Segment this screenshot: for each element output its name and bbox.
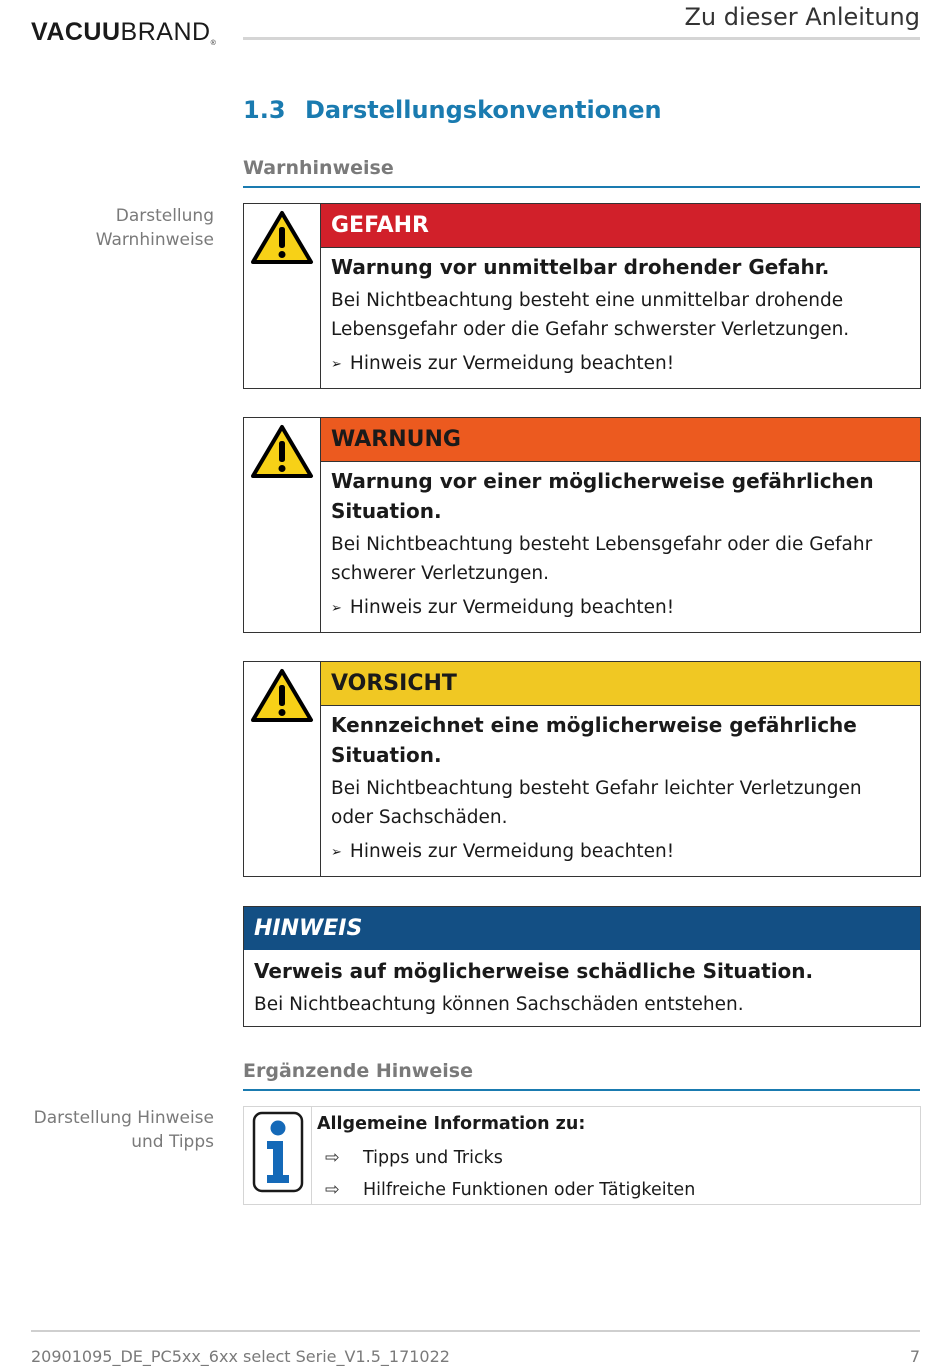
warning-triangle-icon [250,668,314,724]
tips-heading-rule [243,1089,920,1091]
page-number: 7 [909,1347,920,1366]
warning-content [321,418,920,632]
margin-note-line: Warnhinweise [95,230,214,250]
arrow-right-icon: ⇨ [325,1148,340,1168]
chevron-right-icon: ➢ [331,357,342,372]
list-item [317,1142,915,1174]
signal-word-notice: HINWEIS [244,907,920,950]
warning-triangle-icon [250,210,314,266]
warning-body [321,706,920,871]
section-title [243,96,662,124]
info-icon-cell [244,1107,312,1204]
warning-icon-cell [244,662,321,876]
header-divider [243,37,920,40]
warning-action-text: Hinweis zur Vermeidung beachten! [349,841,675,862]
notice-box [243,906,921,1027]
warning-action-text: Hinweis zur Vermeidung beachten! [349,353,675,374]
warning-box-warning [243,417,921,633]
notice-text: Bei Nichtbeachtung können Sachschäden entstehen. [254,994,744,1015]
logo-registered-mark: ® [210,40,217,47]
warning-text: Bei Nichtbeachtung besteht Gefahr leichter Verletzungen oder Sachschäden. [331,778,862,828]
list-item-text: Hilfreiche Funktionen oder Tätigkeiten [363,1180,696,1200]
logo-regular-text: BRAND [120,18,211,46]
warnings-heading-rule [243,186,920,188]
warning-subtitle: Warnung vor einer möglicherweise gefährlichen Situation. [331,469,874,523]
info-box [243,1106,921,1205]
footer-divider [31,1330,920,1332]
list-item-text: Tipps und Tricks [363,1148,503,1168]
warning-subtitle: Kennzeichnet eine möglicherweise gefährliche Situation. [331,713,857,767]
signal-word-warning: WARNUNG [321,418,920,462]
list-item [317,1174,915,1206]
margin-note-warnings [4,204,214,252]
section-number: 1.3 [243,96,286,124]
info-content [312,1107,920,1204]
warning-action [331,593,908,623]
info-icon [252,1111,304,1193]
margin-note-line: Darstellung [115,206,214,226]
tips-heading: Ergänzende Hinweise [243,1060,473,1082]
chapter-header-title: Zu dieser Anleitung [684,3,920,31]
section-title-text: Darstellungskonventionen [305,96,662,124]
warning-content [321,662,920,876]
info-title: Allgemeine Information zu: [317,1114,586,1134]
warning-action [331,837,908,867]
signal-word-danger: GEFAHR [321,204,920,248]
margin-note-tips [4,1106,214,1154]
warning-icon-cell [244,204,321,388]
warning-body [321,462,920,627]
signal-word-caution: VORSICHT [321,662,920,706]
warning-action [331,349,908,379]
notice-body [244,950,920,1026]
arrow-right-icon: ⇨ [325,1180,340,1200]
document-id: 20901095_DE_PC5xx_6xx select Serie_V1.5_171022 [31,1347,450,1366]
warning-action-text: Hinweis zur Vermeidung beachten! [349,597,675,618]
chevron-right-icon: ➢ [331,601,342,616]
warning-content [321,204,920,388]
logo-bold-text: VACUU [31,18,121,46]
notice-subtitle: Verweis auf möglicherweise schädliche Situation. [254,959,814,983]
chevron-right-icon: ➢ [331,845,342,860]
warning-triangle-icon [250,424,314,480]
warning-body [321,248,920,383]
warning-text: Bei Nichtbeachtung besteht eine unmittelbar drohende Lebensgefahr oder die Gefahr schwerster Verletzungen. [331,290,850,340]
warning-icon-cell [244,418,321,632]
warning-text: Bei Nichtbeachtung besteht Lebensgefahr oder die Gefahr schwerer Verletzungen. [331,534,873,584]
warnings-heading: Warnhinweise [243,157,394,179]
warning-box-danger [243,203,921,389]
warning-subtitle: Warnung vor unmittelbar drohender Gefahr. [331,255,830,279]
warning-box-caution [243,661,921,877]
vacuubrand-logo [31,18,216,47]
margin-note-line: und Tipps [131,1132,214,1152]
margin-note-line: Darstellung Hinweise [33,1108,214,1128]
